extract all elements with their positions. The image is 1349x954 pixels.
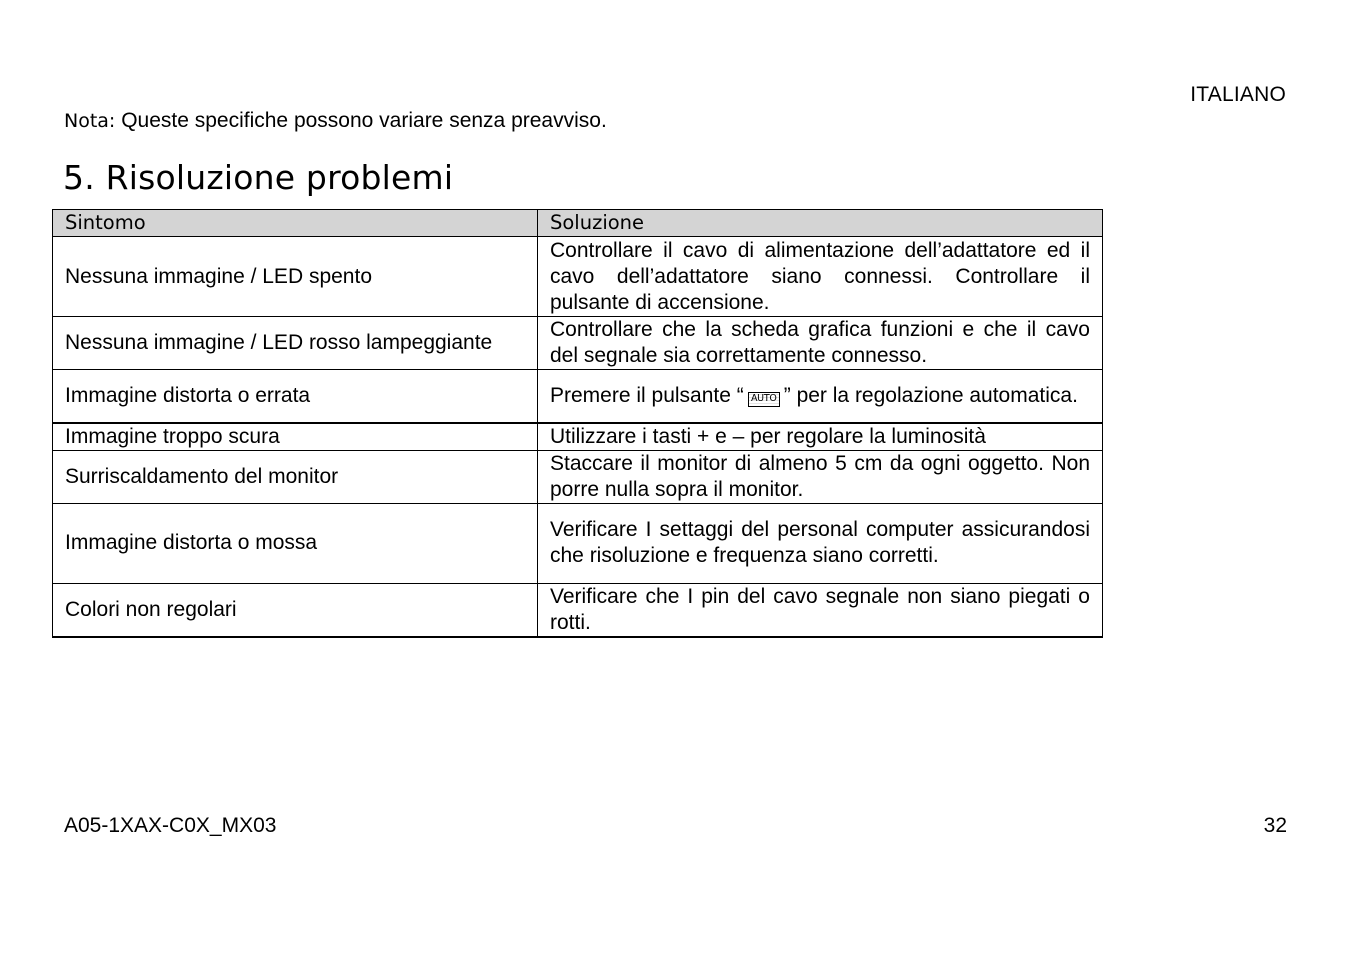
symptom-cell: Colori non regolari <box>53 583 538 637</box>
symptom-cell: Immagine troppo scura <box>53 423 538 451</box>
table-row <box>53 237 1103 317</box>
language-label: ITALIANO <box>1190 83 1286 106</box>
note-label: Nota: <box>64 110 116 132</box>
symptom-cell: Surriscaldamento del monitor <box>53 450 538 503</box>
symptom-cell: Immagine distorta o mossa <box>53 503 538 583</box>
page-number: 32 <box>1263 814 1287 837</box>
troubleshooting-table <box>52 209 1103 638</box>
column-header-solution: Soluzione <box>538 210 1103 237</box>
solution-cell: Controllare che la scheda grafica funzioni e che il cavo del segnale sia correttamente connesso. <box>538 317 1103 370</box>
solution-text-after-icon: ” per la regolazione automatica. <box>783 383 1078 407</box>
note-text: Queste specifiche possono variare senza preavviso. <box>121 109 607 132</box>
solution-cell: Staccare il monitor di almeno 5 cm da ogni oggetto. Non porre nulla sopra il monitor. <box>538 450 1103 503</box>
symptom-cell: Nessuna immagine / LED spento <box>53 237 538 317</box>
section-title: 5. Risoluzione problemi <box>63 158 454 197</box>
solution-cell <box>538 370 1103 423</box>
solution-cell: Verificare che I pin del cavo segnale non siano piegati o rotti. <box>538 583 1103 637</box>
symptom-cell: Immagine distorta o errata <box>53 370 538 423</box>
table-row <box>53 317 1103 370</box>
solution-text-before-icon: Premere il pulsante “ <box>550 383 744 407</box>
table-row <box>53 423 1103 451</box>
solution-cell: Controllare il cavo di alimentazione dell’adattatore ed il cavo dell’adattatore siano connessi. Controllare il pulsante di accensione. <box>538 237 1103 317</box>
table-row <box>53 370 1103 423</box>
table-row <box>53 503 1103 583</box>
auto-button-icon: AUTO <box>748 392 780 407</box>
table-row <box>53 583 1103 637</box>
solution-cell: Verificare I settaggi del personal computer assicurandosi che risoluzione e frequenza siano corretti. <box>538 503 1103 583</box>
symptom-cell: Nessuna immagine / LED rosso lampeggiante <box>53 317 538 370</box>
note <box>64 109 607 133</box>
table-header-row <box>53 210 1103 237</box>
solution-cell: Utilizzare i tasti + e – per regolare la luminosità <box>538 423 1103 451</box>
column-header-symptom: Sintomo <box>53 210 538 237</box>
document-code: A05-1XAX-C0X_MX03 <box>64 814 277 837</box>
table-row <box>53 450 1103 503</box>
